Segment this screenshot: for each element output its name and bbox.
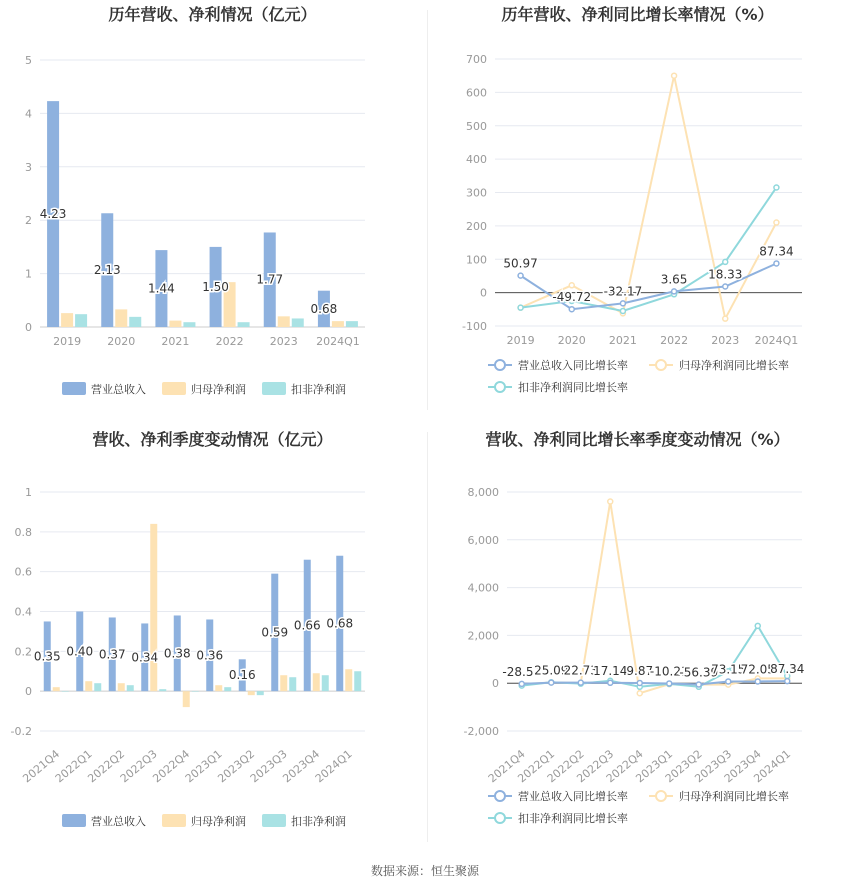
x-tick-label: 2019	[506, 334, 535, 347]
quarterly-growth-chart-panel	[425, 425, 850, 845]
data-point	[608, 499, 613, 504]
data-label: 9.87	[626, 663, 654, 678]
bar-deducted-profit	[127, 685, 134, 691]
y-tick-label: 2	[25, 214, 32, 228]
x-tick-label: 2024Q1	[316, 335, 360, 348]
legend-swatch	[62, 814, 86, 827]
x-tick-label: 2020	[107, 335, 136, 348]
data-label: -10.21	[649, 664, 689, 679]
bar-deducted-profit	[292, 318, 304, 327]
data-point	[774, 185, 779, 190]
bar-net-profit	[53, 687, 60, 691]
x-tick-label: 2023Q2	[215, 747, 258, 786]
x-tick-label: 2021	[161, 335, 190, 348]
bar-net-profit	[215, 685, 222, 691]
x-tick-label: 2023Q4	[721, 747, 764, 786]
annual-bar-chart-panel	[0, 0, 425, 410]
legend-label: 归母净利润同比增长率	[679, 359, 789, 372]
bar-deducted-profit	[289, 677, 296, 691]
bar-deducted-profit	[224, 687, 231, 691]
legend-marker	[495, 813, 505, 823]
data-label: 0.35	[33, 649, 61, 664]
data-point	[672, 289, 677, 294]
x-tick-label: 2022Q1	[515, 747, 558, 786]
y-tick-label: 3	[25, 160, 32, 174]
x-tick-label: 2022	[215, 335, 244, 348]
y-tick-label: 0	[25, 685, 32, 699]
legend-label: 营业总收入同比增长率	[518, 359, 628, 372]
data-label: 25.09	[534, 663, 569, 678]
bar-net-profit	[150, 524, 157, 691]
x-tick-label: 2023Q2	[662, 747, 705, 786]
data-point	[578, 680, 583, 685]
bar-deducted-profit	[354, 671, 361, 691]
y-tick-label: 100	[466, 253, 487, 267]
data-label: 22.73	[563, 663, 598, 678]
data-label: 1.50	[202, 279, 229, 294]
chart-title: 营收、净利季度变动情况（亿元）	[92, 430, 333, 449]
data-point	[518, 305, 523, 310]
bar-net-profit	[118, 683, 125, 691]
data-label: 4.23	[39, 207, 67, 222]
chart-title: 营收、净利同比增长率季度变动情况（%）	[485, 430, 790, 449]
x-tick-label: 2021Q4	[485, 747, 528, 786]
quarterly-bar-chart-panel	[0, 425, 425, 845]
legend-swatch	[162, 382, 186, 395]
x-tick-label: 2023Q1	[182, 747, 225, 786]
bar-deducted-profit	[192, 691, 199, 692]
legend-label: 扣非净利润	[291, 383, 346, 396]
y-tick-label: 0.4	[14, 605, 32, 619]
legend-label: 扣非净利润	[291, 815, 346, 828]
y-tick-label: 4	[25, 107, 32, 121]
data-point	[620, 301, 625, 306]
data-label: 1.44	[148, 281, 175, 296]
x-tick-label: 2022Q4	[603, 747, 646, 786]
bar-deducted-profit	[62, 691, 69, 692]
y-tick-label: 0.6	[14, 565, 32, 579]
bar-deducted-profit	[322, 675, 329, 691]
x-tick-label: 2019	[53, 335, 82, 348]
x-tick-label: 2024Q1	[312, 747, 355, 786]
data-point	[608, 680, 613, 685]
data-label: 0.34	[131, 650, 159, 665]
data-label: -56.39	[679, 665, 719, 680]
legend-label: 归母净利润	[191, 815, 246, 828]
legend-label: 归母净利润	[191, 383, 246, 396]
y-tick-label: -100	[462, 320, 487, 333]
data-point	[569, 307, 574, 312]
x-tick-label: 2022Q1	[52, 747, 95, 786]
bar-net-profit	[278, 316, 290, 327]
y-tick-label: 1	[25, 486, 32, 499]
bar-deducted-profit	[94, 683, 101, 691]
y-tick-label: -0.2	[10, 725, 32, 738]
legend-label: 营业总收入同比增长率	[518, 790, 628, 803]
bar-deducted-profit	[257, 691, 264, 695]
data-label: 0.38	[163, 646, 191, 661]
data-point	[637, 680, 642, 685]
y-tick-label: 300	[466, 186, 487, 200]
data-label: 0.68	[326, 616, 354, 631]
legend-label: 归母净利润同比增长率	[679, 790, 789, 803]
legend-marker	[495, 360, 505, 370]
y-tick-label: 8,000	[467, 486, 499, 499]
bar-deducted-profit	[183, 322, 195, 327]
legend-label: 扣非净利润同比增长率	[518, 381, 628, 394]
x-tick-label: 2020	[557, 334, 586, 347]
legend-swatch	[262, 814, 286, 827]
data-point	[519, 681, 524, 686]
x-tick-label: 2022Q4	[150, 747, 193, 786]
data-label: 50.97	[503, 256, 538, 271]
y-tick-label: 6,000	[467, 533, 499, 547]
data-label: 0.59	[261, 625, 289, 640]
y-tick-label: 2,000	[467, 629, 499, 643]
y-tick-label: 600	[466, 86, 487, 100]
y-tick-label: 4,000	[467, 581, 499, 595]
data-point	[785, 679, 790, 684]
data-label: 0.68	[310, 301, 338, 316]
legend-marker	[495, 791, 505, 801]
bar-deducted-profit	[159, 689, 166, 691]
bar-net-profit	[345, 669, 352, 691]
bar-net-profit	[313, 673, 320, 691]
data-point	[723, 316, 728, 321]
legend-marker	[656, 791, 666, 801]
y-tick-label: -2,000	[463, 725, 499, 738]
legend-label: 营业总收入	[91, 383, 146, 396]
y-tick-label: 700	[466, 53, 487, 66]
data-point	[637, 691, 642, 696]
data-point	[569, 283, 574, 288]
x-tick-label: 2022	[660, 334, 689, 347]
bar-net-profit	[85, 681, 92, 691]
data-label: 17.14	[593, 663, 628, 678]
data-point	[755, 623, 760, 628]
y-tick-label: 5	[25, 54, 32, 67]
x-tick-label: 2023Q1	[633, 747, 676, 786]
bar-net-profit	[280, 675, 287, 691]
data-label: 87.34	[759, 244, 794, 259]
chart-title: 历年营收、净利情况（亿元）	[108, 5, 317, 24]
legend-swatch	[162, 814, 186, 827]
y-tick-label: 200	[466, 219, 487, 233]
data-point	[774, 220, 779, 225]
data-label: 0.37	[98, 647, 126, 662]
data-label: 0.16	[228, 668, 256, 683]
y-tick-label: 0	[480, 286, 487, 300]
x-tick-label: 2023	[269, 335, 298, 348]
data-label: -32.17	[603, 284, 643, 299]
data-point	[696, 682, 701, 687]
bar-net-profit	[332, 321, 344, 327]
x-tick-label: 2024Q1	[754, 334, 799, 347]
annual-growth-chart	[425, 0, 850, 410]
data-point	[518, 273, 523, 278]
data-point	[549, 680, 554, 685]
x-tick-label: 2023Q4	[280, 747, 323, 786]
data-point	[723, 284, 728, 289]
bar-net-profit	[61, 313, 73, 327]
quarterly-bar-chart	[0, 425, 425, 845]
data-label: 0.40	[66, 644, 94, 659]
data-point	[755, 679, 760, 684]
x-tick-label: 2021	[608, 334, 637, 347]
x-tick-label: 2023Q3	[692, 747, 735, 786]
data-point	[672, 73, 677, 78]
y-tick-label: 400	[466, 153, 487, 167]
y-tick-label: 0.2	[14, 645, 32, 659]
y-tick-label: 0	[25, 321, 32, 334]
quarterly-growth-chart	[425, 425, 850, 845]
x-tick-label: 2024Q1	[751, 747, 794, 786]
data-point	[620, 308, 625, 313]
x-tick-label: 2022Q3	[117, 747, 160, 786]
data-label: 87.34	[770, 662, 805, 677]
data-label: 73.15	[711, 662, 746, 677]
data-label: 1.77	[256, 272, 284, 287]
legend-marker	[656, 360, 666, 370]
bar-net-profit	[248, 691, 255, 695]
legend-label: 扣非净利润同比增长率	[518, 812, 628, 825]
annual-growth-chart-panel	[425, 0, 850, 410]
data-point	[667, 681, 672, 686]
legend-label: 营业总收入	[91, 815, 146, 828]
data-point	[774, 261, 779, 266]
bar-deducted-profit	[75, 314, 87, 327]
data-label: -28.52	[502, 664, 542, 679]
data-label: 3.65	[660, 272, 688, 287]
x-tick-label: 2023Q3	[247, 747, 290, 786]
y-tick-label: 500	[466, 119, 487, 133]
data-point	[723, 259, 728, 264]
x-tick-label: 2022Q3	[574, 747, 617, 786]
data-label: -49.72	[552, 290, 592, 305]
bar-net-profit	[183, 691, 190, 707]
x-tick-label: 2022Q2	[544, 747, 587, 786]
bar-deducted-profit	[346, 321, 358, 327]
data-point	[726, 679, 731, 684]
data-label: 72.05	[740, 662, 775, 677]
x-tick-label: 2023	[711, 334, 740, 347]
y-tick-label: 0.8	[14, 525, 32, 539]
legend-swatch	[62, 382, 86, 395]
x-tick-label: 2022Q2	[85, 747, 128, 786]
legend-marker	[495, 382, 505, 392]
data-label: 0.66	[293, 618, 321, 633]
bar-deducted-profit	[129, 317, 141, 327]
data-label: 2.13	[93, 263, 121, 278]
chart-title: 历年营收、净利同比增长率情况（%）	[501, 5, 774, 24]
data-label: 18.33	[708, 267, 743, 282]
series-line-net-profit	[521, 76, 777, 319]
y-tick-label: 0	[492, 677, 499, 691]
legend-swatch	[262, 382, 286, 395]
y-tick-label: 1	[25, 267, 32, 281]
bar-net-profit	[169, 321, 181, 327]
bar-net-profit	[115, 309, 127, 327]
bar-deducted-profit	[238, 322, 250, 327]
data-label: 0.36	[196, 648, 224, 663]
annual-bar-chart	[0, 0, 425, 410]
data-source-label: 数据来源：恒生聚源	[370, 864, 479, 878]
x-tick-label: 2021Q4	[20, 747, 63, 786]
